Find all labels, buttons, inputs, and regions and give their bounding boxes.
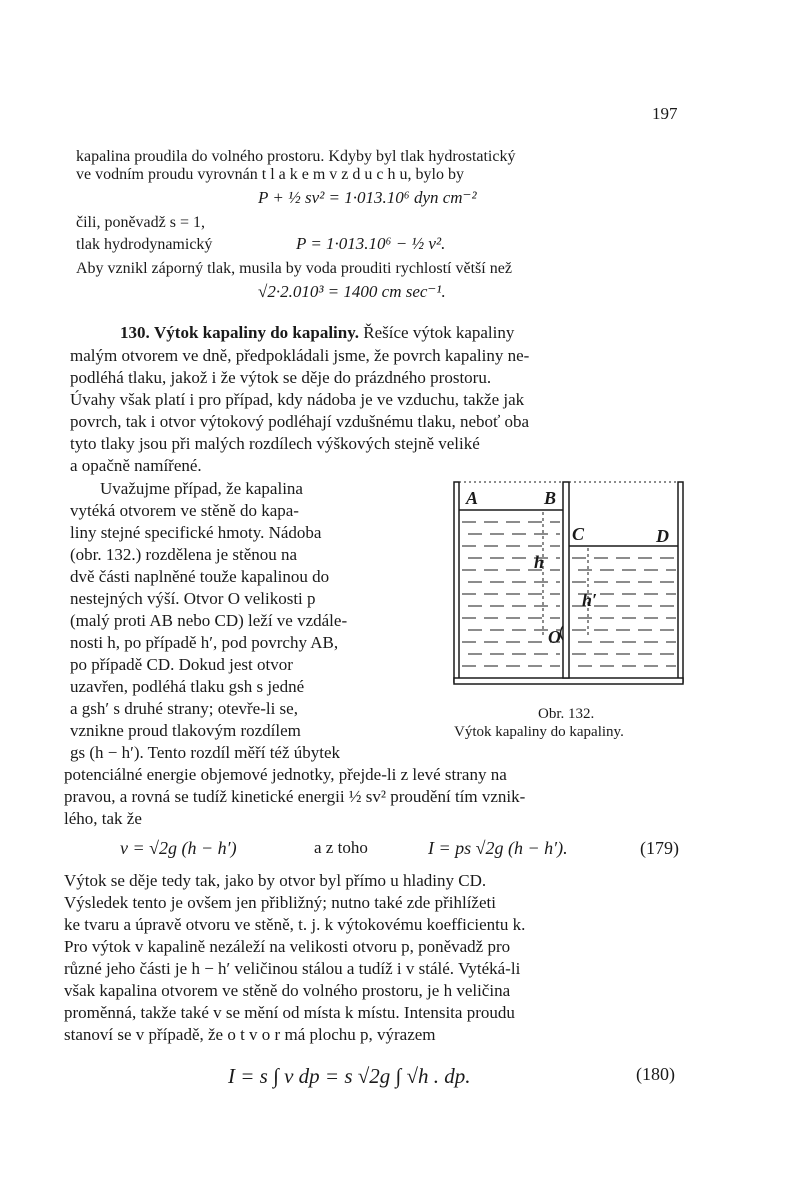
section-title: Výtok kapaliny do kapaliny. [154,323,360,342]
equation-velocity: √2·2.010³ = 1400 cm sec⁻¹. [258,282,446,301]
column-line: nosti h, po případě h′, pod povrchy AB, [70,633,339,652]
label-D: D [656,526,669,546]
paragraph-line: proměnná, takže také v se mění od místa k místu. Intensita proudu [64,1003,515,1022]
column-line: nestejných výší. Otvor O velikosti p [70,589,316,608]
column-line: a gsh′ s druhé strany; otevře-li se, [70,699,298,718]
label-A: A [466,488,479,508]
figure-vessel [448,476,688,706]
equation-179-mid: a z toho [314,838,368,857]
figure-caption-number: Obr. 132. [538,706,595,722]
bottom-wall [454,678,683,684]
column-line: gs (h − h′). Tento rozdíl měří též úbytek [70,743,341,762]
equation-180: I = s ∫ v dp = s √2g ∫ √h . dp. [228,1064,471,1088]
equation-179-left: v = √2g (h − h′) [120,838,237,858]
label-h-prime: h′ [582,590,598,610]
column-line: uzavřen, podléhá tlaku gsh s jedné [70,677,305,696]
column-line: liny stejné specifické hmoty. Nádoba [70,523,322,542]
text-line: tlak hydrodynamický [76,236,213,253]
column-line: po případě CD. Dokud jest otvor [70,655,293,674]
paragraph-line: Výtok se děje tedy tak, jako by otvor byl přímo u hladiny CD. [64,871,487,890]
equation-179-number: (179) [640,838,679,858]
paragraph-line: malým otvorem ve dně, předpokládali jsme, že povrch kapaliny ne- [70,346,530,365]
right-wall [678,482,683,682]
text-line: čili, poněvadž s = 1, [76,214,205,231]
label-h: h [534,552,545,572]
section-number: 130. [120,323,150,342]
paragraph-line: však kapalina otvorem ve stěně do volného prostoru, je h veličina [64,981,511,1000]
column-line: dvě části naplněné touže kapalinou do [70,567,330,586]
liquid-hatch-left [462,522,560,666]
paragraph-line: Výsledek tento je ovšem jen přibližný; nutno také zde přihlížeti [64,893,496,912]
text-line: Aby vznikl záporný tlak, musila by voda prouditi rychlostí větší než [76,260,512,277]
column-line: vytéká otvorem ve stěně do kapa- [70,501,299,520]
figure-caption-text: Výtok kapaliny do kapaliny. [454,724,624,740]
paragraph-line: pravou, a rovná se tudíž kinetické energii ½ sv² proudění tím vznik- [64,787,526,806]
paragraph-line: ke tvaru a úpravě otvoru ve stěně, t. j. k výtokovému koefficientu k. [64,915,526,934]
intro-line: kapalina proudila do volného prostoru. Kdyby byl tlak hydrostatický [76,148,516,165]
equation-179-right: I = ps √2g (h − h′). [428,838,568,858]
paragraph-line: různé jeho části je h − h′ veličinou stálou a tudíž i v stálé. Vytéká-li [64,959,521,978]
paragraph-line: stanoví se v případě, že o t v o r má plochu p, výrazem [64,1025,436,1044]
section-first-text: Řešíce výtok kapaliny [363,323,515,342]
column-line: (malý proti AB nebo CD) leží ve vzdále- [70,611,348,630]
equation-pressure: P = 1·013.10⁶ − ½ v². [296,234,446,253]
column-line: vznikne proud tlakovým rozdílem [70,721,301,740]
equation-bernoulli: P + ½ sv² = 1·013.10⁶ dyn cm⁻² [258,188,477,207]
page-number: 197 [652,104,678,123]
paragraph-line: lého, tak že [64,809,142,828]
section-heading-line [120,322,514,344]
column-line: (obr. 132.) rozdělena je stěnou na [70,545,298,564]
paragraph-line: povrch, tak i otvor výtokový podléhají vzdušnému tlaku, neboť oba [70,412,530,431]
paragraph-line: potenciálné energie objemové jednotky, přejde-li z levé strany na [64,765,507,784]
paragraph-line: Úvahy však platí i pro případ, kdy nádoba je ve vzduchu, takže jak [70,390,525,409]
label-C: C [572,524,585,544]
paragraph-line: Pro výtok v kapalině nezáleží na velikosti otvoru p, poněvadž pro [64,937,511,956]
intro-line: ve vodním proudu vyrovnán t l a k e m v z d u c h u, bylo by [76,166,464,183]
paragraph-line: a opačně namířené. [70,456,202,475]
paragraph-line: tyto tlaky jsou při malých rozdílech výškových stejně veliké [70,434,480,453]
partition-wall [563,482,569,678]
paragraph-line: podléhá tlaku, jakož i že výtok se děje do prázdného prostoru. [70,368,492,387]
left-wall [454,482,459,682]
column-line: Uvažujme případ, že kapalina [100,479,303,498]
equation-180-number: (180) [636,1064,675,1084]
label-B: B [544,488,557,508]
label-O: O [548,627,561,647]
